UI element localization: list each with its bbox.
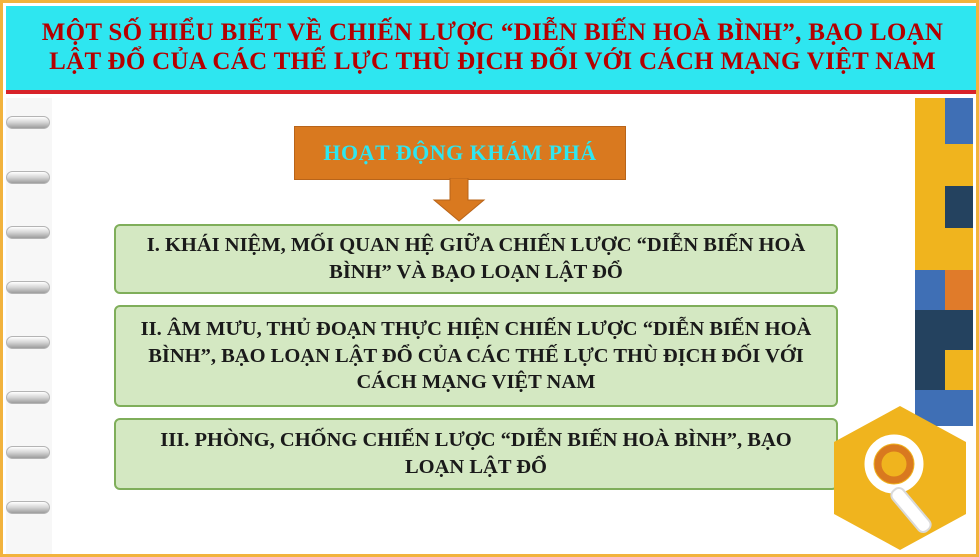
down-arrow-icon <box>432 178 486 222</box>
strip-segment <box>915 228 973 270</box>
section-card-2[interactable] <box>114 305 838 407</box>
strip-notch <box>915 350 945 390</box>
binding-ring-icon <box>6 281 50 294</box>
activity-banner <box>294 126 626 180</box>
strip-segment <box>915 144 973 186</box>
slide-body <box>52 98 915 551</box>
activity-banner-label: HOẠT ĐỘNG KHÁM PHÁ <box>323 140 597 165</box>
strip-notch <box>915 270 945 310</box>
section-card-2-label: II. ÂM MƯU, THỦ ĐOẠN THỰC HIỆN CHIẾN LƯỢC “DIỄN BIẾN HOÀ BÌNH”, BẠO LOẠN LẬT ĐỔ CỦA CÁC THẾ LỰC THÙ ĐỊCH ĐỐI VỚI CÁCH MẠNG VIỆT NAM <box>140 318 812 394</box>
binding-ring-icon <box>6 171 50 184</box>
strip-notch <box>915 186 945 228</box>
section-card-3[interactable] <box>114 418 838 490</box>
section-card-1[interactable] <box>114 224 838 294</box>
binding-ring-icon <box>6 391 50 404</box>
binding-ring-icon <box>6 446 50 459</box>
strip-notch <box>915 98 945 144</box>
section-card-3-label: III. PHÒNG, CHỐNG CHIẾN LƯỢC “DIỄN BIẾN HOÀ BÌNH”, BẠO LOẠN LẬT ĐỔ <box>160 429 792 478</box>
binding-ring-icon <box>6 501 50 514</box>
page-title-line-2: LẬT ĐỔ CỦA CÁC THẾ LỰC THÙ ĐỊCH ĐỐI VỚI CÁCH MẠNG VIỆT NAM <box>49 48 936 75</box>
section-card-1-label: I. KHÁI NIỆM, MỐI QUAN HỆ GIỮA CHIẾN LƯỢC “DIỄN BIẾN HOÀ BÌNH” VÀ BẠO LOẠN LẬT ĐỔ <box>146 234 806 283</box>
spiral-binding <box>6 98 52 557</box>
binding-ring-icon <box>6 336 50 349</box>
page-title-line-1: MỘT SỐ HIỂU BIẾT VỀ CHIẾN LƯỢC “DIỄN BIẾN HOÀ BÌNH”, BẠO LOẠN <box>41 19 944 47</box>
binding-ring-icon <box>6 226 50 239</box>
magnifier-badge-icon <box>830 404 970 552</box>
strip-segment <box>915 310 973 350</box>
slide-header <box>6 6 979 94</box>
binding-ring-icon <box>6 116 50 129</box>
